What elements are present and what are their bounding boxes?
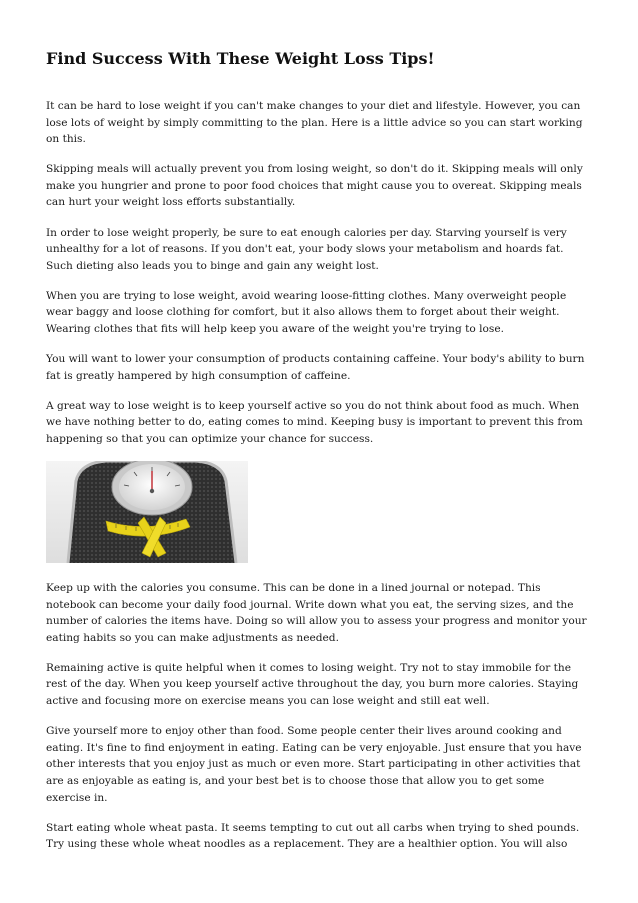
paragraph: Skipping meals will actually prevent you from losing weight, so don't do it. Skipping meals will only make you hungrier and prone to poor food choices that might cause you to overeat. Skipping meals can hurt your weight loss efforts substantially. — [46, 163, 583, 209]
paragraph: Start eating whole wheat pasta. It seems tempting to cut out all carbs when trying to shed pounds. Try using these whole wheat noodles as a replacement. They are a healthier option. You will also — [46, 821, 580, 851]
scale-photo — [46, 461, 248, 563]
article-body-bottom — [46, 580, 592, 866]
paragraph: Keep up with the calories you consume. This can be done in a lined journal or notepad. This notebook can become your daily food journal. Write down what you eat, the serving sizes, and the number of calories the items have. Doing so will allow you to assess your progress and monitor your eating habits so you can make adjustments as needed. — [46, 582, 587, 644]
article-body-top — [46, 98, 592, 461]
paragraph: Remaining active is quite helpful when it comes to losing weight. Try not to stay immobile for the rest of the day. When you keep yourself active throughout the day, you burn more calories. Staying active and focusing more on exercise means you can lose weight and still eat well. — [46, 661, 579, 708]
paragraph: A great way to lose weight is to keep yourself active so you do not think about food as much. When we have nothing better to do, eating comes to mind. Keeping busy is important to prevent this from happening so that you can optimize your chance for success. — [46, 399, 583, 445]
paragraph: You will want to lower your consumption of products containing caffeine. Your body's ability to burn fat is greatly hampered by high consumption of caffeine. — [46, 353, 585, 382]
paragraph: It can be hard to lose weight if you can't make changes to your diet and lifestyle. However, you can lose lots of weight by simply committing to the plan. Here is a little advice so you can start working on this. — [46, 100, 583, 146]
article-title: Find Success With These Weight Loss Tips! — [46, 49, 435, 68]
paragraph: Give yourself more to enjoy other than food. Some people center their lives around cooking and eating. It's fine to find enjoyment in eating. Eating can be very enjoyable. Just ensure that you have other interests that you enjoy just as much or even more. Start participating in other activities that are as enjoyable as eating is, and your best bet is to choose those that allow you to get some exercise in. — [46, 725, 582, 804]
paragraph: In order to lose weight properly, be sure to eat enough calories per day. Starving yourself is very unhealthy for a lot of reasons. If you don't eat, your body slows your metabolism and hoards fat. Such dieting also leads you to binge and gain any weight lost. — [46, 226, 567, 272]
paragraph: When you are trying to lose weight, avoid wearing loose-fitting clothes. Many overweight people wear baggy and loose clothing for comfort, but it also allows them to forget about their weight. Wearing clothes that fits will help keep you aware of the weight you're trying to lose. — [46, 289, 567, 336]
bathroom-scale-icon — [46, 461, 248, 563]
